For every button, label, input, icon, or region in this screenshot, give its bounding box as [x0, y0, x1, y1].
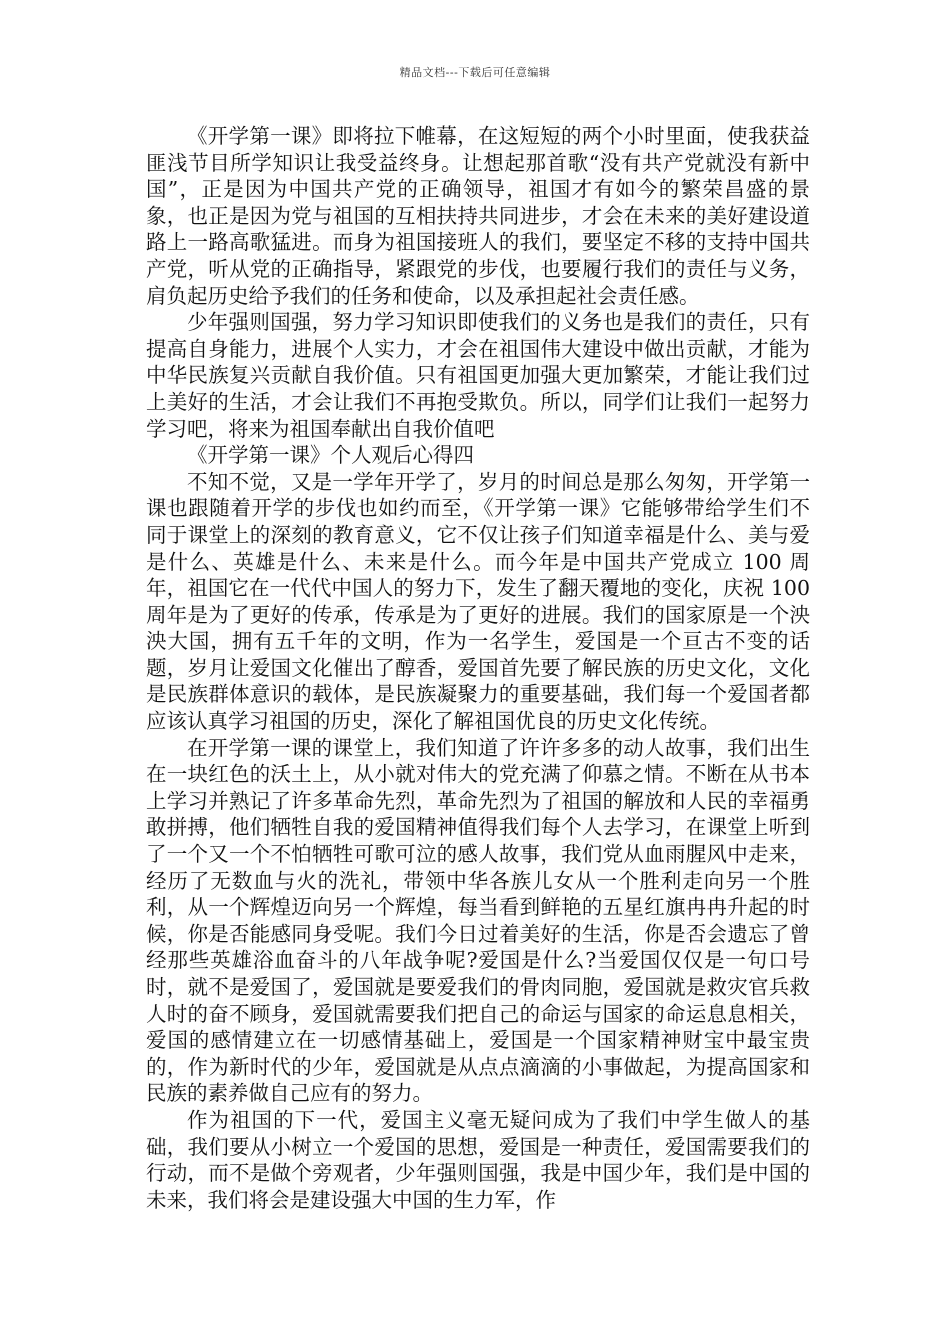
paragraph-3: 不知不觉，又是一学年开学了，岁月的时间总是那么匆匆，开学第一课也跟随着开学的步伐也如约而至，《开学第一课》它能够带给学生们不同于课堂上的深刻的教育意义，它不仅让孩子们知道幸福是什么、美与爱是什么、英雄是什么、未来是什么。而今年是中国共产党成立 100 周年，祖国它在一代代中国人的努力下，发生了翻天覆地的变化，庆祝 100 周年是为了更好的传承，传承是为了更好的进展。我们的国家原是一个泱泱大国，拥有五千年的文明，作为一名学生，爱国是一个亘古不变的话题，岁月让爱国文化催出了醇香，爱国首先要了解民族的历史文化，文化是民族群体意识的载体，是民族凝聚力的重要基础，我们每一个爱国者都应该认真学习祖国的历史，深化了解祖国优良的历史文化传统。 [146, 469, 810, 734]
paragraph-1: 《开学第一课》即将拉下帷幕，在这短短的两个小时里面，使我获益匪浅节目所学知识让我受益终身。让想起那首歌“没有共产党就没有新中国”，正是因为中国共产党的正确领导，祖国才有如今的繁荣昌盛的景象，也正是因为党与祖国的互相扶持共同进步，才会在未来的美好建设道路上一路高歌猛进。而身为祖国接班人的我们，要坚定不移的支持中国共产党，听从党的正确指导，紧跟党的步伐，也要履行我们的责任与义务，肩负起历史给予我们的任务和使命，以及承担起社会责任感。 [146, 124, 810, 308]
paragraph-5: 作为祖国的下一代，爱国主义毫无疑问成为了我们中学生做人的基础，我们要从小树立一个爱国的思想，爱国是一种责任，爱国需要我们的行动，而不是做个旁观者，少年强则国强，我是中国少年，我们是中国的未来，我们将会是建设强大中国的生力军，作 [146, 1107, 810, 1212]
section-heading: 《开学第一课》个人观后心得四 [187, 443, 474, 468]
page-header-note: 精品文档---下载后可任意编辑 [399, 66, 551, 79]
paragraph-4: 在开学第一课的课堂上，我们知道了许许多多的动人故事，我们出生在一块红色的沃土上，从小就对伟大的党充满了仰慕之情。不断在从书本上学习并熟记了许多革命先烈，革命先烈为了祖国的解放和人民的幸福勇敢拼搏，他们牺牲自我的爱国精神值得我们每个人去学习，在课堂上听到了一个又一个不怕牺牲可歌可泣的感人故事，我们党从血雨腥风中走来，经历了无数血与火的洗礼，带领中华各族儿女从一个胜利走向另一个胜利，从一个辉煌迈向另一个辉煌，每当看到鲜艳的五星红旗冉冉升起的时候，你是否能感同身受呢。我们今日过着美好的生活，你是否会遗忘了曾经那些英雄浴血奋斗的八年战争呢?爱国是什么?当爱国仅仅是一句口号时，就不是爱国了，爱国就是要爱我们的骨肉同胞，爱国就是救灾官兵救人时的奋不顾身，爱国就需要我们把自己的命运与国家的命运息息相关，爱国的感情建立在一切感情基础上，爱国是一个国家精神财宝中最宝贵的，作为新时代的少年，爱国就是从点点滴滴的小事做起，为提高国家和民族的素养做自己应有的努力。 [146, 735, 810, 1106]
paragraph-2: 少年强则国强，努力学习知识即使我们的义务也是我们的责任，只有提高自身能力，进展个人实力，才会在祖国伟大建设中做出贡献，才能为中华民族复兴贡献自我价值。只有祖国更加强大更加繁荣，才能让我们过上美好的生活，才会让我们不再抱受欺负。所以，同学们让我们一起努力学习吧，将来为祖国奉献出自我价值吧 [146, 310, 810, 441]
document-body [146, 123, 810, 1213]
